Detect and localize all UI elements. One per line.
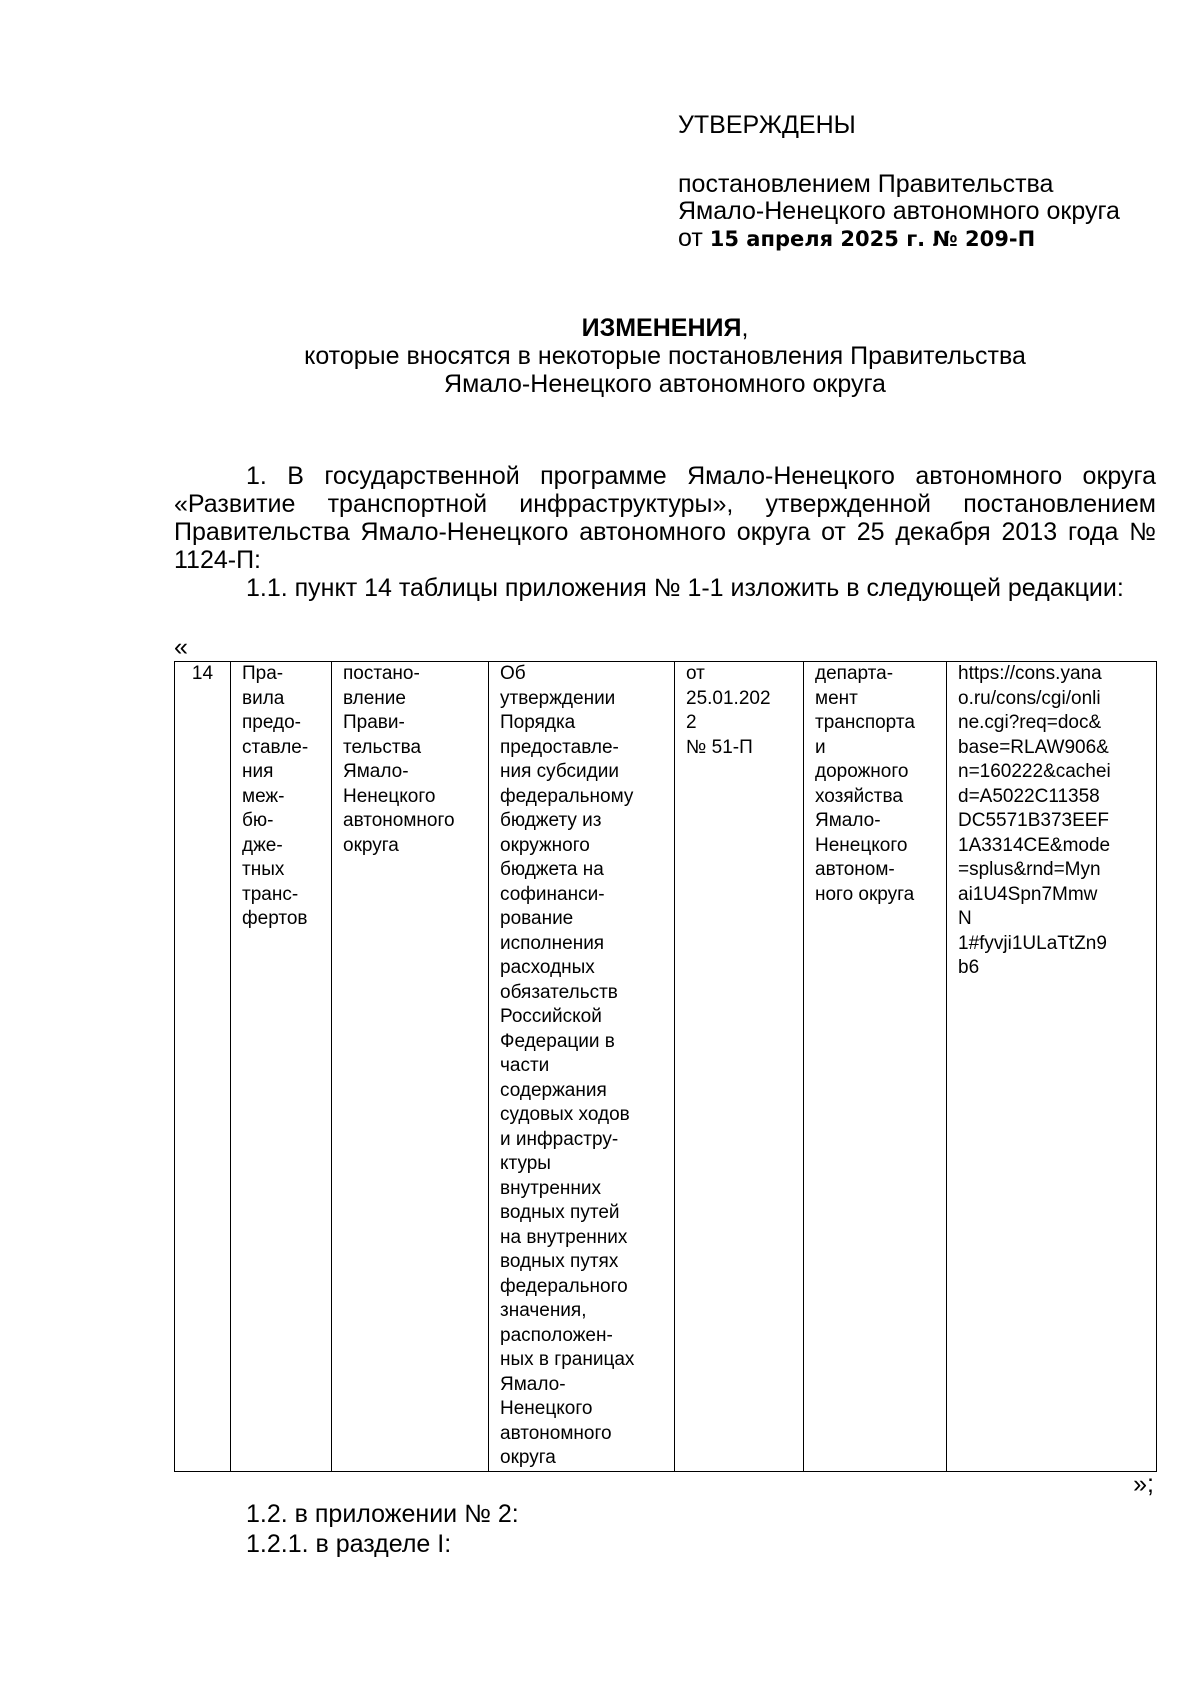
approval-line-2: Ямало-Ненецкого автономного округа [678, 197, 1120, 225]
approval-date-number: 15 апреля 2025 г. № 209-П [709, 227, 1036, 251]
approval-line-1: постановлением Правительства [678, 170, 1054, 198]
cell-doc-type: постано- вление Прави- тельства Ямало- Ненецкого автономного округа [332, 662, 489, 1472]
opening-quote: « [174, 633, 188, 661]
heading-line-2: Ямало-Ненецкого автономного округа [444, 370, 886, 398]
cell-link: https://cons.yana o.ru/cons/cgi/onli ne.cgi?req=doc& base=RLAW906& n=160222&cachei d=A5022C11358 DC5571B373EEF 1A3314CE&mode =splus&rnd=Myn ai1U4Spn7Mmw N 1#fyvji1ULaTtZn9 b6 [947, 662, 1157, 1472]
closing-quote: »; [1133, 1470, 1154, 1498]
document-heading [174, 314, 1156, 398]
approval-date-line [678, 225, 1120, 253]
amendment-table [174, 661, 1157, 1472]
item-1-2-1: 1.2.1. в разделе I: [246, 1530, 452, 1558]
item-1-2: 1.2. в приложении № 2: [246, 1500, 519, 1528]
cell-name: Пра- вила предо- ставле- ния меж- бю- дже- тных транс- фертов [231, 662, 332, 1472]
paragraph-1: 1. В государственной программе Ямало-Ненецкого автономного округа «Развитие транспортной инфраструктуры», утвержденной постановлением Правительства Ямало-Ненецкого автономного округа от 25 декабря 2013 года № 1124-П: [174, 462, 1156, 574]
cell-number: 14 [175, 662, 231, 1472]
paragraph-1-1: 1.1. пункт 14 таблицы приложения № 1-1 изложить в следующей редакции: [246, 574, 1124, 602]
heading-line-1: которые вносятся в некоторые постановления Правительства [304, 342, 1026, 370]
sub-items [246, 1499, 519, 1559]
heading-comma: , [741, 314, 749, 342]
cell-doc-date: от 25.01.202 2 № 51-П [675, 662, 804, 1472]
cell-department: департа- мент транспорта и дорожного хозяйства Ямало- Ненецкого автоном- ного округа [804, 662, 947, 1472]
table-row [175, 662, 1157, 1472]
approval-date-prefix: от [678, 224, 703, 252]
heading-title: ИЗМЕНЕНИЯ [581, 314, 742, 342]
cell-doc-title: Об утверждении Порядка предоставле- ния субсидии федеральному бюджету из окружного бюджета на софинанси- рование исполнения расходных обязательств Российской Федерации в части содержания судовых ходов и инфрастру- ктуры внутренних водных путей на внутренних водных путях федерального значения, расположен- ных в границах Ямало- Ненецкого автономного округа [489, 662, 675, 1472]
approval-title: УТВЕРЖДЕНЫ [678, 111, 856, 139]
approval-block [678, 112, 1120, 253]
body-text [174, 462, 1156, 602]
